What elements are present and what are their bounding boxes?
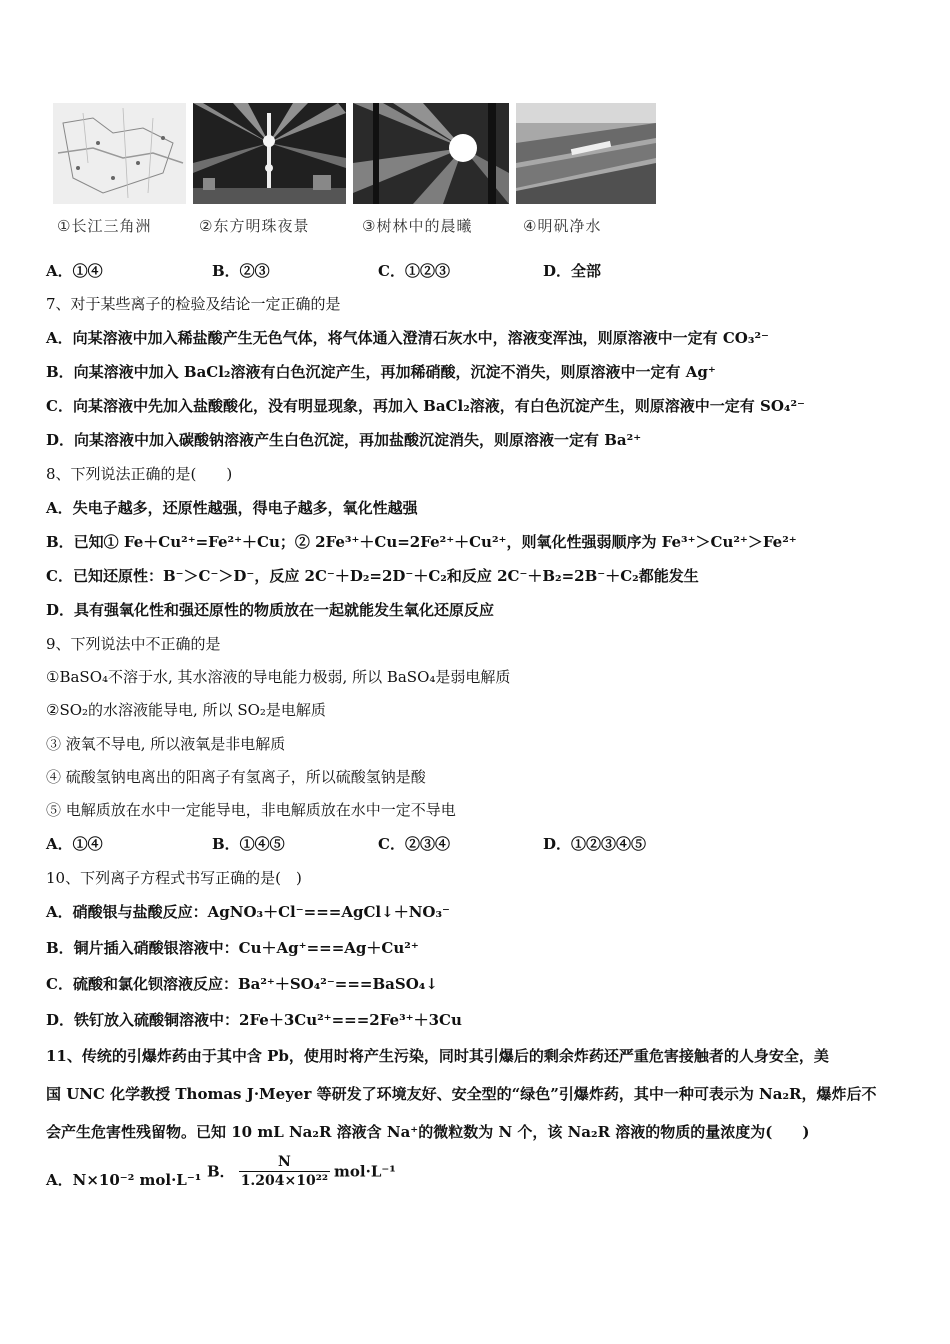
q11-text-line-2: 国 UNC 化学教授 Thomas J·Meyer 等研发了环境友好、安全型的“绿色”引爆炸药，其中一种可表示为 Na₂R，爆炸后不 (46, 1085, 877, 1103)
q8-option-a: A．失电子越多，还原性越强，得电子越多，氧化性越强 (46, 499, 418, 517)
q6-option-d: D．全部 (543, 262, 602, 280)
q9-option-b: B．①④⑤ (212, 835, 285, 853)
figure-caption-2: ②东方明珠夜景 (199, 217, 310, 235)
q7-option-c: C．向某溶液中先加入盐酸酸化，没有明显现象，再加入 BaCl₂溶液，有白色沉淀产生，则原溶液中一定有 SO₄²⁻ (46, 397, 805, 415)
q8-stem: 8、下列说法正确的是( ) (46, 465, 233, 483)
q10-option-a: A．硝酸银与盐酸反应：AgNO₃＋Cl⁻===AgCl↓＋NO₃⁻ (46, 903, 450, 921)
q11-option-b-fraction (239, 1153, 330, 1190)
q9-option-d: D．①②③④⑤ (543, 835, 647, 853)
figure-caption-3: ③树林中的晨曦 (362, 217, 473, 235)
q11-text-line-3: 会产生危害性残留物。已知 10 mL Na₂R 溶液含 Na⁺的微粒数为 N 个，该 Na₂R 溶液的物质的量浓度为( ) (46, 1123, 810, 1141)
q11-fraction-numerator: N (239, 1153, 330, 1172)
q11-option-b (207, 1153, 396, 1190)
q10-option-c: C．硫酸和氯化钡溶液反应：Ba²⁺＋SO₄²⁻===BaSO₄↓ (46, 975, 438, 993)
photo-oriental-pearl-night (193, 103, 346, 204)
q11-option-b-unit: mol·L⁻¹ (334, 1162, 396, 1181)
q7-stem: 7、对于某些离子的检验及结论一定正确的是 (46, 295, 341, 313)
figure-caption-1: ①长江三角洲 (57, 217, 152, 235)
photo-alum-water-purification (516, 103, 656, 204)
q6-option-b: B．②③ (212, 262, 270, 280)
q9-statement-1: ①BaSO₄不溶于水, 其水溶液的导电能力极弱, 所以 BaSO₄是弱电解质 (46, 668, 511, 686)
q10-option-b: B．铜片插入硝酸银溶液中：Cu＋Ag⁺===Ag＋Cu²⁺ (46, 939, 419, 957)
q9-statement-2: ②SO₂的水溶液能导电, 所以 SO₂是电解质 (46, 701, 326, 719)
q8-option-c: C．已知还原性：B⁻＞C⁻＞D⁻，反应 2C⁻＋D₂=2D⁻＋C₂和反应 2C⁻＋B₂=2B⁻＋C₂都能发生 (46, 567, 699, 585)
figure-caption-4: ④明矾净水 (523, 217, 602, 235)
q9-statement-5: ⑤ 电解质放在水中一定能导电，非电解质放在水中一定不导电 (46, 801, 456, 819)
q10-stem: 10、下列离子方程式书写正确的是( ) (46, 869, 302, 887)
q11-option-a: A．N×10⁻² mol·L⁻¹ (46, 1171, 202, 1189)
q9-option-a: A．①④ (46, 835, 103, 853)
q11-fraction-denominator: 1.204×10²² (240, 1173, 329, 1189)
q7-option-a: A．向某溶液中加入稀盐酸产生无色气体，将气体通入澄清石灰水中，溶液变浑浊，则原溶液中一定有 CO₃²⁻ (46, 329, 769, 347)
photo-yangtze-delta-map (53, 103, 186, 204)
q8-option-b: B．已知① Fe＋Cu²⁺=Fe²⁺＋Cu；② 2Fe³⁺＋Cu=2Fe²⁺＋Cu²⁺，则氧化性强弱顺序为 Fe³⁺＞Cu²⁺＞Fe²⁺ (46, 533, 797, 551)
q9-statement-3: ③ 液氧不导电, 所以液氧是非电解质 (46, 735, 286, 753)
q9-option-c: C．②③④ (378, 835, 450, 853)
q6-option-a: A．①④ (46, 262, 103, 280)
q9-statement-4: ④ 硫酸氢钠电离出的阳离子有氢离子，所以硫酸氢钠是酸 (46, 768, 426, 786)
q9-stem: 9、下列说法中不正确的是 (46, 635, 221, 653)
q7-option-d: D．向某溶液中加入碳酸钠溶液产生白色沉淀，再加盐酸沉淀消失，则原溶液一定有 Ba²⁺ (46, 431, 642, 449)
q6-option-c: C．①②③ (378, 262, 450, 280)
q10-option-d: D．铁钉放入硫酸铜溶液中：2Fe＋3Cu²⁺===2Fe³⁺＋3Cu (46, 1011, 462, 1029)
q11-text-line-1: 11、传统的引爆炸药由于其中含 Pb，使用时将产生污染，同时其引爆后的剩余炸药还严重危害接触者的人身安全，美 (46, 1047, 829, 1065)
q8-option-d: D．具有强氧化性和强还原性的物质放在一起就能发生氧化还原反应 (46, 601, 495, 619)
q7-option-b: B．向某溶液中加入 BaCl₂溶液有白色沉淀产生，再加稀硝酸，沉淀不消失，则原溶液中一定有 Ag⁺ (46, 363, 716, 381)
q11-option-b-label: B． (207, 1162, 235, 1181)
photo-forest-morning-rays (353, 103, 509, 204)
